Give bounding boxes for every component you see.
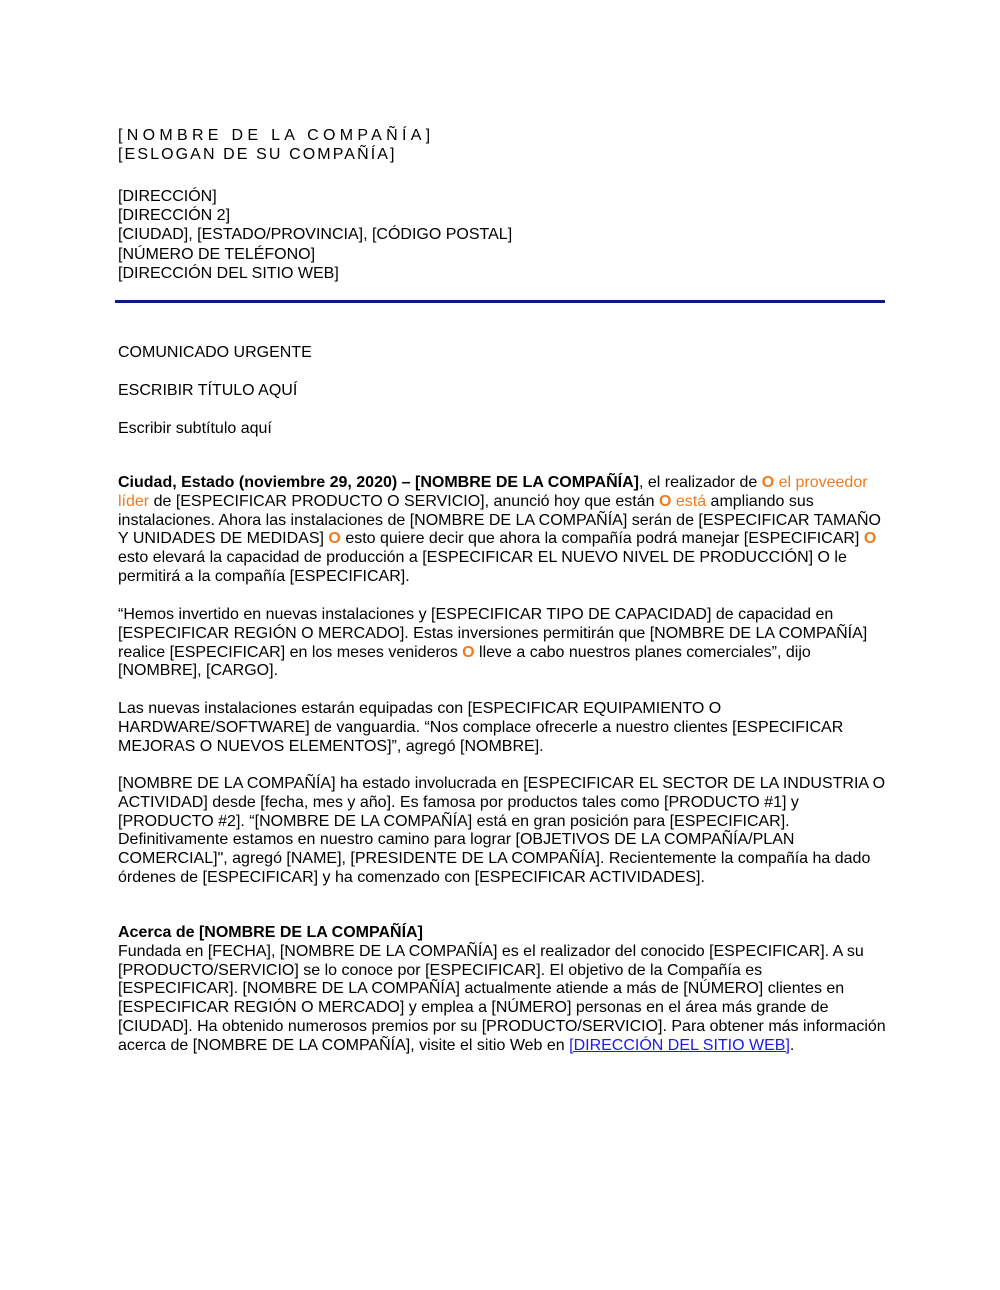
alternative-marker: O: [658, 492, 672, 510]
release-type: COMUNICADO URGENTE: [118, 344, 312, 361]
address-line-2: [DIRECCIÓN 2]: [118, 207, 231, 225]
about-heading: Acerca de [NOMBRE DE LA COMPAÑÍA]: [118, 924, 423, 941]
alternative-marker: O: [328, 530, 341, 548]
alternative-text: el proveedor líder: [118, 474, 868, 510]
alternative-text: está: [671, 492, 707, 510]
phone-number: [NÚMERO DE TELÉFONO]: [118, 245, 316, 263]
paragraph-history: [NOMBRE DE LA COMPAÑÍA] ha estado involucrada en [ESPECIFICAR EL SECTOR DE LA INDUSTRIA O ACTIVIDAD] desde [fecha, mes y año]. Es famosa por productos tales como [PRODUCTO #1] y [PRODUCTO #2]. “[NOMBRE DE LA COMPAÑÍA] está en gran posición para [ESPECIFICAR]. Definitivamente estamos en nuestro camino para lograr [OBJETIVOS DE LA COMPAÑÍA/PLAN COMERCIAL]", agregó [NAME], [PRESIDENTE DE LA COMPAÑÍA]. Recientemente la compañía ha dado órdenes de [ESPECIFICAR] y ha comenzado con [ESPECIFICAR ACTIVIDADES].: [118, 775, 886, 886]
alternative-marker: O: [863, 530, 877, 548]
company-slogan: [ESLOGAN DE SU COMPAÑÍA]: [118, 146, 397, 163]
alternative-marker: O: [462, 643, 475, 661]
press-release-subtitle: Escribir subtítulo aquí: [118, 420, 272, 437]
alternative-marker: O: [761, 474, 775, 491]
paragraph-quote: “Hemos invertido en nuevas instalaciones y [ESPECIFICAR TIPO DE CAPACIDAD] de capacidad en [ESPECIFICAR REGIÓN O MERCADO]. Estas inversiones permitirán que [NOMBRE DE LA COMPAÑÍA] realice [ESPECIFICAR] en los meses venideros O lleve a cabo nuestros planes comerciales”, dijo [NOMBRE], [CARGO].: [118, 606, 868, 680]
company-name: [NOMBRE DE LA COMPAÑÍA]: [118, 127, 435, 144]
paragraph-equipment: Las nuevas instalaciones estarán equipadas con [ESPECIFICAR EQUIPAMIENTO O HARDWARE/SOFTWARE] de vanguardia. “Nos complace ofrecerle a nuestro clientes [ESPECIFICAR MEJORAS O NUEVOS ELEMENTOS]”, agregó [NOMBRE].: [118, 700, 844, 755]
dateline: Ciudad, Estado (noviembre 29, 2020) – [NOMBRE DE LA COMPAÑÍA]: [118, 474, 639, 491]
about-text: Fundada en [FECHA], [NOMBRE DE LA COMPAÑÍA] es el realizador del conocido [ESPECIFICAR]. A su [PRODUCTO/SERVICIO] se lo conoce por [ESPECIFICAR]. El objetivo de la Compañía es [ESPECIFICAR]. [NOMBRE DE LA COMPAÑÍA] actualmente atiende a más de [NÚMERO] clientes en [ESPECIFICAR REGIÓN O MERCADO] y emplea a [NÚMERO] personas en el área más grande de [CIUDAD]. Ha obtenido numerosos premios por su [PRODUCTO/SERVICIO]. Para obtener más información acerca de [NOMBRE DE LA COMPAÑÍA], visite el sitio Web en: [118, 942, 886, 1054]
website-address: [DIRECCIÓN DEL SITIO WEB]: [118, 264, 339, 282]
press-release-title: ESCRIBIR TÍTULO AQUÍ: [118, 382, 298, 399]
paragraph-intro: Ciudad, Estado (noviembre 29, 2020) – [NOMBRE DE LA COMPAÑÍA], el realizador de O el proveedor líder de [ESPECIFICAR PRODUCTO O SERVICIO], anunció hoy que están O está ampliando sus instalaciones. Ahora las instalaciones de [NOMBRE DE LA COMPAÑÍA] serán de [ESPECIFICAR TAMAÑO Y UNIDADES DE MEDIDAS] O esto quiere decir que ahora la compañía podrá manejar [ESPECIFICAR] O esto elevará la capacidad de producción a [ESPECIFICAR EL NUEVO NIVEL DE PRODUCCIÓN] O le permitirá a la compañía [ESPECIFICAR].: [118, 474, 881, 585]
address-line-1: [DIRECCIÓN]: [118, 188, 217, 205]
address-block: [118, 187, 512, 283]
city-state-zip: [CIUDAD], [ESTADO/PROVINCIA], [CÓDIGO POSTAL]: [118, 226, 513, 244]
header-divider: [115, 300, 885, 303]
about-section: Acerca de [NOMBRE DE LA COMPAÑÍA] Fundada en [FECHA], [NOMBRE DE LA COMPAÑÍA] es el realizador del conocido [ESPECIFICAR]. A su [PRODUCTO/SERVICIO] se lo conoce por [ESPECIFICAR]. El objetivo de la Compañía es [ESPECIFICAR]. [NOMBRE DE LA COMPAÑÍA] actualmente atiende a más de [NÚMERO] clientes en [ESPECIFICAR REGIÓN O MERCADO] y emplea a [NÚMERO] personas en el área más grande de [CIUDAD]. Ha obtenido numerosos premios por su [PRODUCTO/SERVICIO]. Para obtener más información acerca de [NOMBRE DE LA COMPAÑÍA], visite el sitio Web en [DIRECCIÓN DEL SITIO WEB].: [118, 924, 886, 1054]
website-link[interactable]: [DIRECCIÓN DEL SITIO WEB]: [569, 1036, 790, 1054]
